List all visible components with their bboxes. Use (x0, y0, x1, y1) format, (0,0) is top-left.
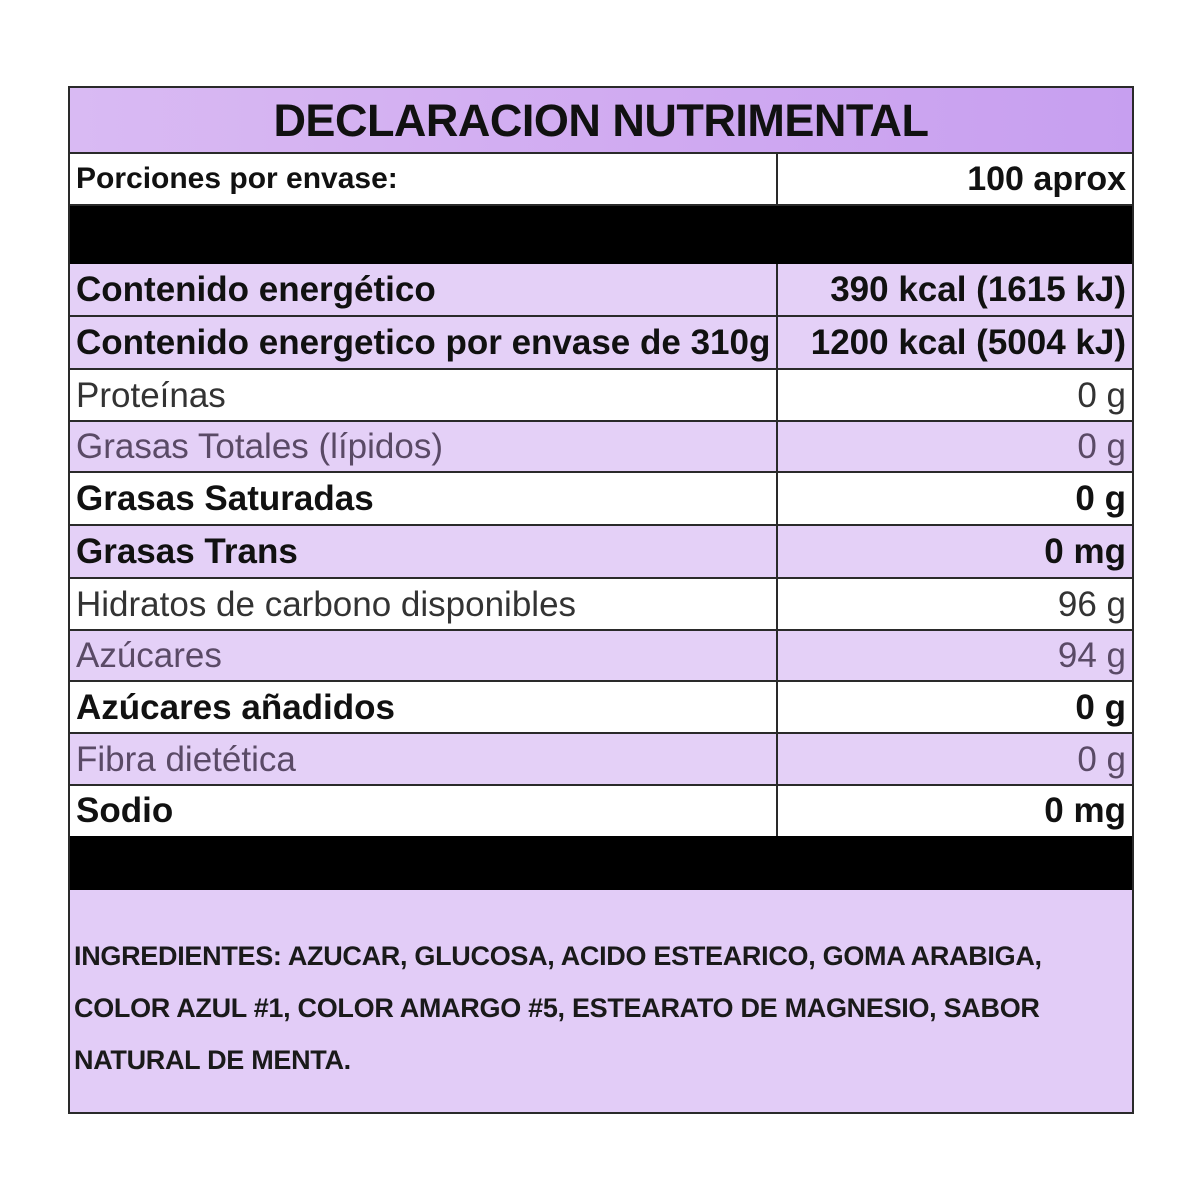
table-row (70, 786, 1132, 836)
nutrient-value: 390 kcal (1615 kJ) (830, 270, 1126, 309)
nutrient-name: Grasas Trans (70, 526, 778, 577)
nutrient-value: 0 g (1077, 376, 1126, 415)
table-row (70, 579, 1132, 631)
divider-bar-top (70, 206, 1132, 264)
nutrient-value: 0 g (1075, 479, 1126, 518)
nutrient-value: 0 mg (1044, 791, 1126, 830)
servings-row (70, 154, 1132, 206)
nutrient-name: Contenido energetico por envase de 310g (70, 317, 778, 368)
divider-bar-bottom (70, 836, 1132, 890)
nutrient-value: 0 g (1077, 740, 1126, 779)
nutrient-name: Azúcares añadidos (70, 682, 778, 732)
nutrient-name: Grasas Saturadas (70, 473, 778, 524)
servings-label: Porciones por envase: (70, 154, 778, 204)
table-row (70, 526, 1132, 579)
nutrient-value: 0 g (1077, 427, 1126, 466)
table-row (70, 631, 1132, 682)
label-title: DECLARACION NUTRIMENTAL (70, 88, 1132, 154)
nutrient-name: Hidratos de carbono disponibles (70, 579, 778, 629)
servings-value: 100 aprox (967, 160, 1126, 198)
table-row (70, 370, 1132, 422)
table-row (70, 473, 1132, 526)
table-row (70, 422, 1132, 473)
nutrient-value: 94 g (1057, 636, 1126, 675)
nutrient-name: Azúcares (70, 631, 778, 680)
nutrient-name: Proteínas (70, 370, 778, 420)
nutrient-value: 1200 kcal (5004 kJ) (810, 323, 1126, 362)
table-row (70, 317, 1132, 370)
nutrient-value: 96 g (1057, 585, 1126, 624)
nutrient-value: 0 g (1075, 688, 1126, 727)
nutrient-name: Grasas Totales (lípidos) (70, 422, 778, 471)
table-row (70, 682, 1132, 734)
nutrient-name: Contenido energético (70, 264, 778, 315)
nutrition-label (68, 86, 1134, 1114)
table-row (70, 734, 1132, 786)
nutrient-name: Sodio (70, 786, 778, 836)
table-row (70, 264, 1132, 317)
ingredients-text: INGREDIENTES: AZUCAR, GLUCOSA, ACIDO ESTEARICO, GOMA ARABIGA, COLOR AZUL #1, COLOR AMARGO #5, ESTEARATO DE MAGNESIO, SABOR NATURAL DE MENTA. (74, 941, 1042, 1075)
nutrient-name: Fibra dietética (70, 734, 778, 784)
nutrient-value: 0 mg (1044, 532, 1126, 571)
